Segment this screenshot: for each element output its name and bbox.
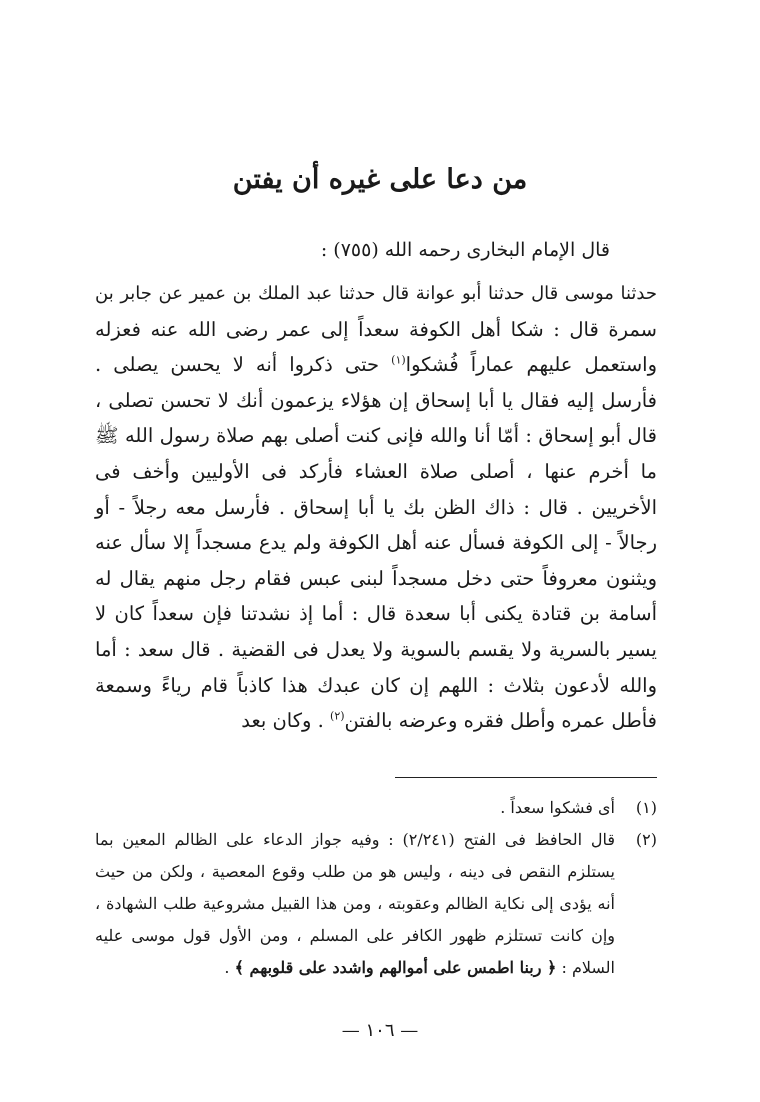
footnote-end: . (224, 958, 235, 977)
page-number: — ١٠٦ — (341, 1020, 419, 1041)
intro-line: قال الإمام البخارى رحمه الله (٧٥٥) : (320, 239, 610, 261)
footnote-divider (395, 777, 657, 778)
footnote-text: قال الحافظ فى الفتح (٢/٢٤١) : وفيه جواز الدعاء على الظالم المعين بما يستلزم النقص فى دينه ، وليس هو من طلب وقوع المعصية ، ولكن من حيث أنه يؤدى إلى نكاية الظالم وعقوبته ، ومن هذا القبيل مشروعية طلب الشهادة ، وإن كانت تستلزم ظهور الكافر على المسلم ، ومن الأول قول موسى عليه السلام : (95, 830, 615, 977)
footnote-1 (95, 792, 657, 824)
isnad-line: حدثنا موسى قال حدثنا أبو عوانة قال حدثنا عبد الملك بن عمير عن جابر بن (95, 283, 657, 304)
hadith-text-part-c: . وكان بعد (241, 709, 331, 733)
chapter-title: من دعا على غيره أن يفتن (232, 164, 528, 195)
footnote-number: (١) (635, 798, 657, 817)
footnote-marker-1: (١) (391, 353, 406, 367)
footnote-2 (95, 824, 657, 984)
hadith-text (95, 276, 657, 739)
hadith-text-part-b: حتى ذكروا أنه لا يحسن يصلى . فأرسل إليه فقال يا أبا إسحاق إن هؤلاء يزعمون أنك لا تحسن تصلى ، قال أبو إسحاق : أمّا أنا والله فإنى كنت أصلى بهم صلاة رسول الله ﷺ ما أخرم عنها ، أصلى صلاة العشاء فأركد فى الأوليين وأخف فى الأخريين . قال : ذاك الظن بك يا أبا إسحاق . فأرسل معه رجلاً - أو رجالاً - إلى الكوفة فسأل عنه أهل الكوفة ولم يدع مسجداً إلا سأل عنه ويثنون معروفاً حتى دخل مسجداً لبنى عبس فقام رجل منهم يقال له أسامة بن قتادة يكنى أبا سعدة قال : أما إذ نشدتنا فإن سعداً كان لا يسير بالسرية ولا يقسم بالسوية ولا يعدل فى القضية . قال سعد : أما والله لأدعون بثلاث : اللهم إن كان عبدك هذا كاذباً قام رياءً وسمعة فأطل عمره وأطل فقره وعرضه بالفتن (95, 353, 657, 733)
footnote-number: (٢) (635, 830, 657, 849)
footnotes (95, 792, 657, 984)
footnote-marker-2: (٢) (330, 709, 345, 723)
footnote-text-block (95, 824, 615, 984)
hadith-text-part-a: سمرة قال : شكا أهل الكوفة سعداً إلى عمر رضى الله عنه فعزله واستعمل عليهم عماراً فُشكوا (95, 317, 657, 377)
quran-verse: ﴿ ربنا اطمس على أموالهم واشدد على قلوبهم ﴾ (234, 958, 557, 977)
footnote-text: أى فشكوا سعداً . (500, 798, 615, 817)
